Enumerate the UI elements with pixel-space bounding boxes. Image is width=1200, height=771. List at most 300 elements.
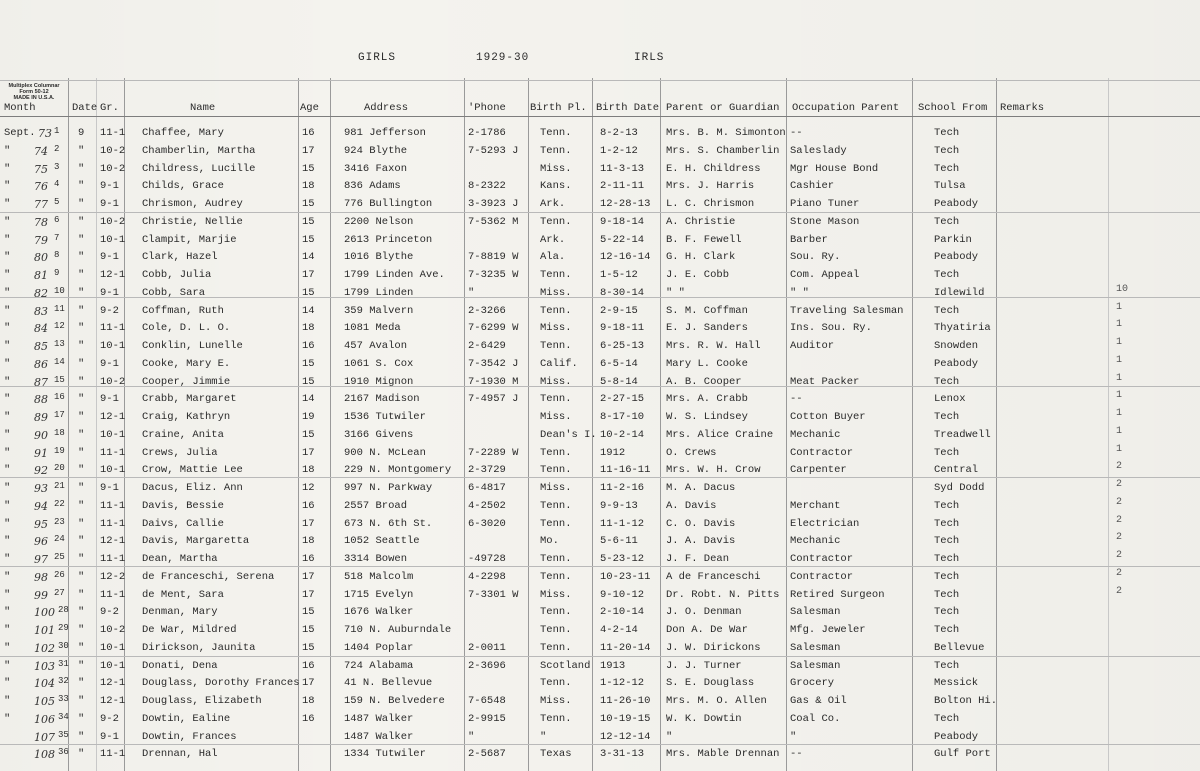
cell-address: 159 N. Belvedere	[344, 695, 445, 707]
table-row	[0, 692, 1200, 710]
cell-birth-place: Miss.	[540, 411, 572, 423]
cell-address: 229 N. Montgomery	[344, 464, 452, 477]
cell-address: 457 Avalon	[344, 340, 408, 352]
cell-month: "	[4, 570, 11, 583]
cell-birth-date: 8-30-14	[600, 286, 645, 299]
cell-address: 1052 Seattle	[344, 535, 420, 548]
cell-parent: Mrs. R. W. Hall	[666, 340, 761, 352]
cell-grade: 10-2	[100, 215, 126, 228]
cell-birth-place: Tenn.	[540, 606, 572, 619]
cell-grade: 9-2	[100, 304, 119, 317]
cell-address: 673 N. 6th St.	[344, 517, 433, 530]
cell-school: Tulsa	[934, 180, 966, 193]
table-row	[0, 160, 1200, 178]
cell-phone: 7-6548	[468, 695, 506, 707]
cell-birth-place: Tenn.	[540, 269, 572, 281]
table-row	[0, 266, 1200, 284]
cell-month: "	[4, 251, 11, 264]
cell-age: 16	[302, 553, 315, 565]
header-occupation: Occupation Parent	[792, 102, 900, 114]
cell-address: 2557 Broad	[344, 499, 408, 512]
table-row	[0, 373, 1200, 391]
cell-entry-number: 16	[54, 392, 65, 403]
cell-school: Idlewild	[934, 286, 985, 299]
cell-name: de Franceschi, Serena	[142, 570, 275, 583]
cell-grade: 9-1	[100, 730, 119, 743]
cell-entry-number: 30	[58, 640, 69, 651]
header-birth-date: Birth Date	[596, 102, 660, 114]
cell-occupation: Piano Tuner	[790, 198, 860, 210]
cell-name: Dacus, Eliz. Ann	[142, 482, 243, 494]
cell-birth-date: 2-10-14	[600, 606, 645, 619]
cell-birth-place: Miss.	[540, 286, 572, 299]
cell-school: Tech	[934, 659, 960, 672]
cell-hand-number: 79	[34, 233, 48, 247]
cell-month: "	[4, 535, 11, 548]
cell-birth-place: Tenn.	[540, 553, 572, 565]
cell-date: "	[78, 322, 85, 335]
cell-name: Crews, Julia	[142, 446, 218, 459]
cell-birth-date: 11-26-10	[600, 695, 651, 707]
cell-parent: Mary L. Cooke	[666, 357, 748, 370]
cell-age: 17	[302, 446, 315, 459]
cell-entry-number: 2	[54, 143, 60, 154]
cell-date: "	[78, 233, 85, 246]
cell-entry-number: 12	[54, 321, 65, 332]
cell-edge-number: 1	[1116, 319, 1123, 331]
cell-age: 12	[302, 482, 315, 494]
table-row	[0, 177, 1200, 195]
cell-school: Bellevue	[934, 641, 985, 654]
cell-occupation: Contractor	[790, 553, 854, 565]
cell-age: 15	[302, 606, 315, 619]
cell-birth-place: Tenn.	[540, 464, 572, 477]
cell-name: Chrismon, Audrey	[142, 198, 243, 210]
cell-hand-number: 100	[34, 606, 55, 620]
cell-parent: J. J. Turner	[666, 659, 742, 672]
cell-birth-place: Miss.	[540, 375, 572, 388]
cell-date: "	[78, 198, 85, 210]
cell-grade: 9-1	[100, 357, 119, 370]
cell-parent: Mrs. W. H. Crow	[666, 464, 761, 477]
cell-birth-date: 1913	[600, 659, 626, 672]
cell-hand-number: 91	[34, 446, 48, 460]
table-row	[0, 426, 1200, 444]
cell-name: Davis, Bessie	[142, 499, 224, 512]
cell-birth-place: Tenn.	[540, 712, 572, 725]
cell-phone: 2-3266	[468, 304, 506, 317]
cell-month: "	[4, 499, 11, 512]
cell-grade: 10-2	[100, 144, 126, 157]
cell-month: "	[4, 393, 11, 406]
cell-month: "	[4, 180, 11, 193]
cell-age: 16	[302, 659, 315, 672]
cell-hand-number: 76	[34, 180, 48, 194]
cell-grade: 12-1	[100, 535, 126, 548]
cell-school: Tech	[934, 304, 960, 317]
cell-entry-number: 11	[54, 303, 65, 314]
cell-month: "	[4, 357, 11, 370]
cell-hand-number: 104	[34, 677, 55, 691]
cell-age: 17	[302, 570, 315, 583]
cell-school: Tech	[934, 553, 960, 565]
cell-parent: B. F. Fewell	[666, 233, 742, 246]
cell-occupation: Com. Appeal	[790, 269, 860, 281]
cell-entry-number: 21	[54, 481, 65, 491]
cell-entry-number: 3	[54, 161, 60, 172]
cell-month: "	[4, 286, 11, 299]
table-row	[0, 728, 1200, 746]
cell-hand-number: 108	[34, 748, 55, 762]
cell-month: "	[4, 695, 11, 707]
title-right: IRLS	[634, 52, 665, 64]
cell-hand-number: 84	[34, 322, 48, 336]
cell-birth-date: 10-23-11	[600, 570, 651, 583]
cell-address: 776 Bullington	[344, 198, 433, 210]
cell-entry-number: 8	[54, 250, 60, 261]
cell-grade: 9-1	[100, 198, 119, 210]
cell-month: "	[4, 233, 11, 246]
cell-month: "	[4, 375, 11, 388]
cell-birth-place: Tenn.	[540, 641, 572, 654]
cell-parent: Mrs. M. O. Allen	[666, 695, 767, 707]
cell-address: 1081 Meda	[344, 322, 401, 335]
cell-school: Tech	[934, 162, 960, 175]
cell-address: 3416 Faxon	[344, 162, 408, 175]
cell-entry-number: 24	[54, 534, 65, 545]
cell-date: "	[78, 535, 85, 548]
cell-age: 15	[302, 215, 315, 228]
header-grade: Gr.	[100, 102, 119, 114]
cell-birth-date: 11-3-13	[600, 162, 645, 175]
cell-birth-date: 2-9-15	[600, 304, 638, 317]
cell-age: 16	[302, 340, 315, 352]
cell-address: 900 N. McLean	[344, 446, 426, 459]
cell-month: "	[4, 428, 11, 441]
cell-birth-place: Tenn.	[540, 570, 572, 583]
cell-month: "	[4, 411, 11, 423]
header-name: Name	[190, 102, 216, 114]
cell-date: "	[78, 482, 85, 494]
cell-edge-number: 1	[1116, 443, 1123, 455]
title-year: 1929-30	[476, 52, 530, 64]
cell-grade: 9-1	[100, 251, 119, 264]
cell-entry-number: 17	[54, 410, 65, 420]
cell-month: "	[4, 304, 11, 317]
cell-hand-number: 107	[34, 730, 55, 744]
cell-occupation: Contractor	[790, 570, 854, 583]
cell-age: 17	[302, 269, 315, 281]
cell-age: 14	[302, 304, 315, 317]
cell-grade: 9-1	[100, 180, 119, 193]
cell-grade: 12-1	[100, 411, 126, 423]
cell-hand-number: 74	[34, 144, 48, 158]
cell-entry-number: 9	[54, 268, 60, 278]
cell-school: Tech	[934, 606, 960, 619]
cell-date: "	[78, 695, 85, 707]
table-row	[0, 231, 1200, 249]
cell-birth-date: 3-31-13	[600, 748, 645, 761]
cell-hand-number: 96	[34, 535, 48, 549]
cell-age: 18	[302, 180, 315, 193]
cell-occupation: Stone Mason	[790, 215, 860, 228]
header-month: Month	[4, 102, 36, 114]
cell-date: "	[78, 624, 85, 636]
cell-birth-date: 5-23-12	[600, 553, 645, 565]
form-note-line: Form 50-12	[19, 89, 49, 95]
cell-hand-number: 102	[34, 641, 55, 655]
cell-birth-date: 9-18-14	[600, 215, 645, 228]
cell-address: 724 Alabama	[344, 659, 414, 672]
cell-address: 1061 S. Cox	[344, 357, 414, 370]
cell-edge-number: 2	[1116, 496, 1123, 508]
table-row	[0, 568, 1200, 586]
cell-entry-number: 26	[54, 569, 65, 580]
cell-date: "	[78, 286, 85, 299]
cell-phone: 2-3696	[468, 659, 506, 672]
cell-occupation: --	[790, 127, 803, 139]
cell-school: Tech	[934, 712, 960, 725]
cell-date: "	[78, 446, 85, 459]
cell-date: "	[78, 162, 85, 175]
cell-age: 15	[302, 198, 315, 210]
cell-name: Denman, Mary	[142, 606, 218, 619]
cell-month: "	[4, 588, 11, 601]
cell-date: "	[78, 464, 85, 477]
cell-entry-number: 36	[58, 747, 69, 758]
cell-occupation: Carpenter	[790, 464, 847, 477]
cell-address: 2167 Madison	[344, 393, 420, 406]
cell-age: 15	[302, 375, 315, 388]
cell-phone: 2-1786	[468, 127, 506, 139]
cell-occupation: "	[790, 730, 797, 743]
header-phone: 'Phone	[468, 102, 506, 114]
cell-age: 17	[302, 517, 315, 530]
cell-grade: 11-1	[100, 517, 126, 530]
cell-entry-number: 13	[54, 339, 65, 349]
cell-grade: 12-2	[100, 570, 126, 583]
cell-name: Christie, Nellie	[142, 215, 243, 228]
cell-occupation: Cashier	[790, 180, 835, 193]
cell-hand-number: 83	[34, 304, 48, 318]
cell-parent: M. A. Dacus	[666, 482, 736, 494]
cell-birth-date: 4-2-14	[600, 624, 638, 636]
cell-name: Crabb, Margaret	[142, 393, 237, 406]
cell-school: Tech	[934, 446, 960, 459]
cell-birth-place: Dean's I.	[540, 428, 597, 441]
cell-edge-number: 10	[1116, 283, 1129, 295]
cell-grade: 9-1	[100, 482, 119, 494]
cell-grade: 10-2	[100, 162, 126, 175]
cell-age: 18	[302, 535, 315, 548]
cell-hand-number: 86	[34, 357, 48, 371]
cell-school: Tech	[934, 269, 960, 281]
cell-edge-number: 2	[1116, 514, 1123, 526]
cell-birth-date: 12-16-14	[600, 251, 651, 264]
cell-month: "	[4, 322, 11, 335]
cell-parent: E. H. Childress	[666, 162, 761, 175]
cell-birth-place: Miss.	[540, 695, 572, 707]
cell-grade: 10-1	[100, 641, 126, 654]
cell-grade: 9-2	[100, 606, 119, 619]
cell-edge-number: 2	[1116, 532, 1123, 544]
cell-phone: 2-9915	[468, 712, 506, 725]
cell-school: Peabody	[934, 357, 979, 370]
cell-grade: 11-1	[100, 446, 126, 459]
table-row	[0, 586, 1200, 604]
cell-phone: 2-0011	[468, 641, 506, 654]
cell-occupation: Saleslady	[790, 144, 847, 157]
cell-occupation: Mfg. Jeweler	[790, 624, 866, 636]
cell-school: Tech	[934, 588, 960, 601]
cell-entry-number: 5	[54, 197, 60, 207]
cell-birth-place: Ark.	[540, 233, 566, 246]
cell-date: "	[78, 375, 85, 388]
cell-name: Cooper, Jimmie	[142, 375, 231, 388]
cell-age: 15	[302, 286, 315, 299]
cell-date: "	[78, 677, 85, 690]
cell-address: 836 Adams	[344, 180, 401, 193]
table-row	[0, 745, 1200, 763]
cell-birth-date: 9-9-13	[600, 499, 638, 512]
cell-birth-place: Miss.	[540, 588, 572, 601]
cell-birth-place: Calif.	[540, 357, 578, 370]
cell-age: 15	[302, 357, 315, 370]
cell-hand-number: 85	[34, 340, 48, 353]
cell-occupation: Cotton Buyer	[790, 411, 866, 423]
cell-edge-number: 1	[1116, 390, 1123, 402]
cell-month: Sept.	[4, 127, 36, 139]
table-row	[0, 550, 1200, 568]
cell-entry-number: 6	[54, 214, 60, 225]
cell-grade: 10-1	[100, 659, 126, 672]
cell-school: Tech	[934, 411, 960, 423]
cell-entry-number: 1	[54, 126, 60, 136]
cell-birth-date: 11-1-12	[600, 517, 645, 530]
cell-date: "	[78, 499, 85, 512]
cell-hand-number: 88	[34, 393, 48, 407]
cell-date: "	[78, 641, 85, 654]
cell-address: 518 Malcolm	[344, 570, 414, 583]
cell-phone: 2-6429	[468, 340, 506, 352]
cell-occupation: Auditor	[790, 340, 835, 352]
cell-age: 15	[302, 233, 315, 246]
cell-address: 710 N. Auburndale	[344, 624, 452, 636]
table-row	[0, 302, 1200, 320]
cell-birth-date: 5-22-14	[600, 233, 645, 246]
cell-grade: 10-2	[100, 375, 126, 388]
cell-parent: J. W. Dirickons	[666, 641, 761, 654]
cell-birth-place: Ala.	[540, 251, 566, 264]
cell-name: Donati, Dena	[142, 659, 218, 672]
cell-entry-number: 22	[54, 498, 65, 509]
cell-parent: J. F. Dean	[666, 553, 730, 565]
cell-occupation: " "	[790, 286, 809, 299]
cell-parent: J. O. Denman	[666, 606, 742, 619]
cell-grade: 11-1	[100, 553, 126, 565]
cell-birth-place: Tenn.	[540, 517, 572, 530]
cell-entry-number: 15	[54, 374, 65, 385]
cell-age: 16	[302, 127, 315, 139]
header-school: School From	[918, 102, 988, 114]
title-left: GIRLS	[358, 52, 397, 64]
cell-occupation: Gas & Oil	[790, 695, 847, 707]
cell-parent: S. M. Coffman	[666, 304, 748, 317]
cell-date: "	[78, 588, 85, 601]
cell-grade: 11-1	[100, 499, 126, 512]
cell-edge-number: 1	[1116, 372, 1123, 384]
header-parent: Parent or Guardian	[666, 102, 780, 114]
cell-address: 1799 Linden Ave.	[344, 269, 445, 281]
form-note-line: Multiplex Columnar	[8, 83, 60, 89]
cell-parent: S. E. Douglass	[666, 677, 755, 690]
cell-birth-date: 2-27-15	[600, 393, 645, 406]
cell-parent: Mrs. S. Chamberlin	[666, 144, 780, 157]
cell-address: 1799 Linden	[344, 286, 414, 299]
cell-birth-date: 11-20-14	[600, 641, 651, 654]
cell-address: 359 Malvern	[344, 304, 414, 317]
cell-phone: 7-1930 M	[468, 375, 519, 388]
cell-hand-number: 87	[34, 375, 48, 389]
cell-name: Coffman, Ruth	[142, 304, 224, 317]
cell-parent: C. O. Davis	[666, 517, 736, 530]
cell-birth-date: 12-12-14	[600, 730, 651, 743]
cell-parent: O. Crews	[666, 446, 717, 459]
cell-address: 997 N. Parkway	[344, 482, 433, 494]
cell-address: 1016 Blythe	[344, 251, 414, 264]
cell-name: Childs, Grace	[142, 180, 224, 193]
cell-school: Syd Dodd	[934, 482, 985, 494]
cell-birth-place: Tenn.	[540, 127, 572, 139]
cell-school: Gulf Port	[934, 748, 991, 761]
cell-grade: 9-1	[100, 286, 119, 299]
table-row	[0, 355, 1200, 373]
cell-address: 1487 Walker	[344, 712, 414, 725]
table-row	[0, 390, 1200, 408]
cell-grade: 11-1	[100, 127, 126, 139]
cell-occupation: Barber	[790, 233, 828, 246]
cell-edge-number: 2	[1116, 479, 1123, 490]
cell-hand-number: 80	[34, 251, 48, 265]
cell-name: Dean, Martha	[142, 553, 218, 565]
cell-month: "	[4, 340, 11, 352]
cell-parent: "	[666, 730, 673, 743]
cell-parent: W. S. Lindsey	[666, 411, 748, 423]
cell-month: "	[4, 144, 11, 157]
cell-edge-number: 2	[1116, 567, 1123, 579]
cell-parent: Dr. Robt. N. Pitts	[666, 588, 780, 601]
cell-occupation: Salesman	[790, 659, 841, 672]
cell-date: "	[78, 428, 85, 441]
table-row	[0, 284, 1200, 302]
cell-date: "	[78, 144, 85, 157]
cell-occupation: Salesman	[790, 606, 841, 619]
cell-grade: 10-1	[100, 233, 126, 246]
cell-entry-number: 29	[58, 623, 69, 633]
table-row	[0, 461, 1200, 479]
cell-birth-place: Tenn.	[540, 677, 572, 690]
cell-parent: W. K. Dowtin	[666, 712, 742, 725]
cell-entry-number: 25	[54, 552, 65, 562]
cell-entry-number: 14	[54, 356, 65, 367]
cell-birth-date: 9-10-12	[600, 588, 645, 601]
cell-entry-number: 31	[58, 658, 69, 669]
cell-age: 14	[302, 393, 315, 406]
cell-name: Crow, Mattie Lee	[142, 464, 243, 477]
cell-phone: 7-4957 J	[468, 393, 519, 406]
cell-address: 1676 Walker	[344, 606, 414, 619]
cell-month: "	[4, 677, 11, 690]
